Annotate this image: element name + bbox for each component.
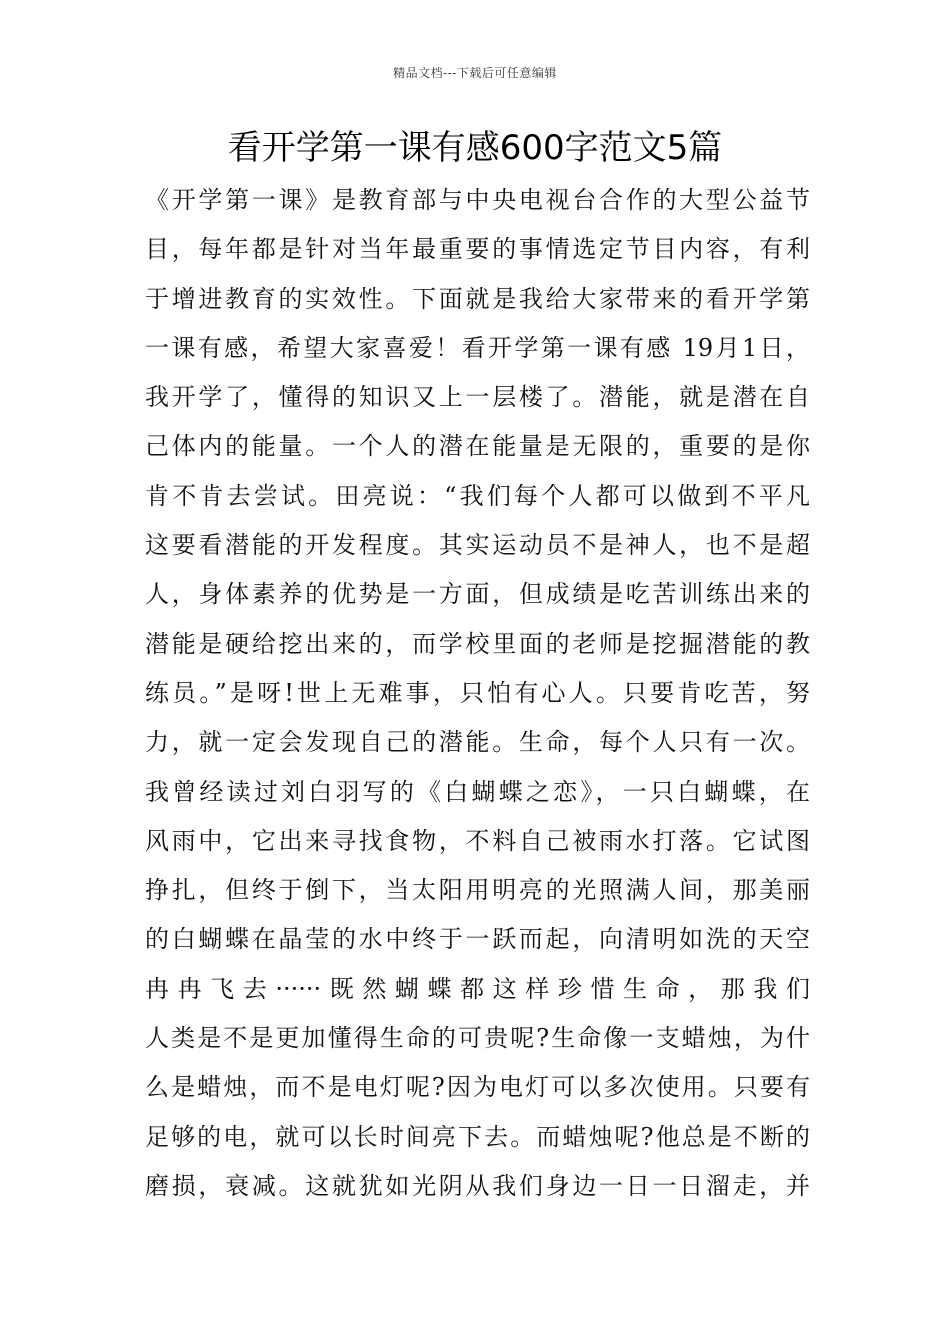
body-line: 的白蝴蝶在晶莹的水中终于一跃而起，向清明如洗的天空: [145, 925, 810, 954]
body-line: 磨损，衰减。这就犹如光阴从我们身边一日一日溜走，并: [145, 1171, 810, 1200]
header-note: 精品文档---下载后可任意编辑: [393, 66, 557, 80]
body-line: 足够的电，就可以长时间亮下去。而蜡烛呢?他总是不断的: [145, 1122, 810, 1151]
body-line: 人类是不是更加懂得生命的可贵呢?生命像一支蜡烛，为什: [145, 1024, 810, 1053]
body-line: 风雨中，它出来寻找食物，不料自己被雨水打落。它试图: [145, 826, 810, 855]
body-line: 练员。”是呀!世上无难事，只怕有心人。只要肯吃苦，努: [145, 678, 810, 707]
body-line: 这要看潜能的开发程度。其实运动员不是神人，也不是超: [145, 531, 810, 560]
body-line: 于增进教育的实效性。下面就是我给大家带来的看开学第: [145, 284, 810, 313]
body-line: 力，就一定会发现自己的潜能。生命，每个人只有一次。: [145, 728, 810, 757]
body-line: 么是蜡烛，而不是电灯呢?因为电灯可以多次使用。只要有: [145, 1073, 810, 1102]
body-line: 冉冉飞去······既然蝴蝶都这样珍惜生命，那我们: [145, 974, 810, 1003]
body-line: 挣扎，但终于倒下，当太阳用明亮的光照满人间，那美丽: [145, 876, 810, 905]
body-line: 《开学第一课》是教育部与中央电视台合作的大型公益节: [145, 186, 810, 214]
body-line: 一课有感，希望大家喜爱！看开学第一课有感 19月1日，: [145, 333, 810, 362]
body-line: 己体内的能量。一个人的潜在能量是无限的，重要的是你: [145, 432, 810, 461]
body-line: 肯不肯去尝试。田亮说：“我们每个人都可以做到不平凡: [145, 481, 810, 510]
body-line: 我开学了，懂得的知识又上一层楼了。潜能，就是潜在自: [145, 383, 810, 412]
body-line: 我曾经读过刘白羽写的《白蝴蝶之恋》，一只白蝴蝶，在: [145, 777, 810, 806]
body-line: 目，每年都是针对当年最重要的事情选定节目内容，有利: [145, 235, 810, 264]
document-title: 看开学第一课有感600字范文5篇: [227, 128, 723, 168]
body-line: 人，身体素养的优势是一方面，但成绩是吃苦训练出来的: [145, 580, 810, 609]
body-text: [145, 176, 810, 1211]
body-line: 潜能是硬给挖出来的，而学校里面的老师是挖掘潜能的教: [145, 629, 810, 658]
